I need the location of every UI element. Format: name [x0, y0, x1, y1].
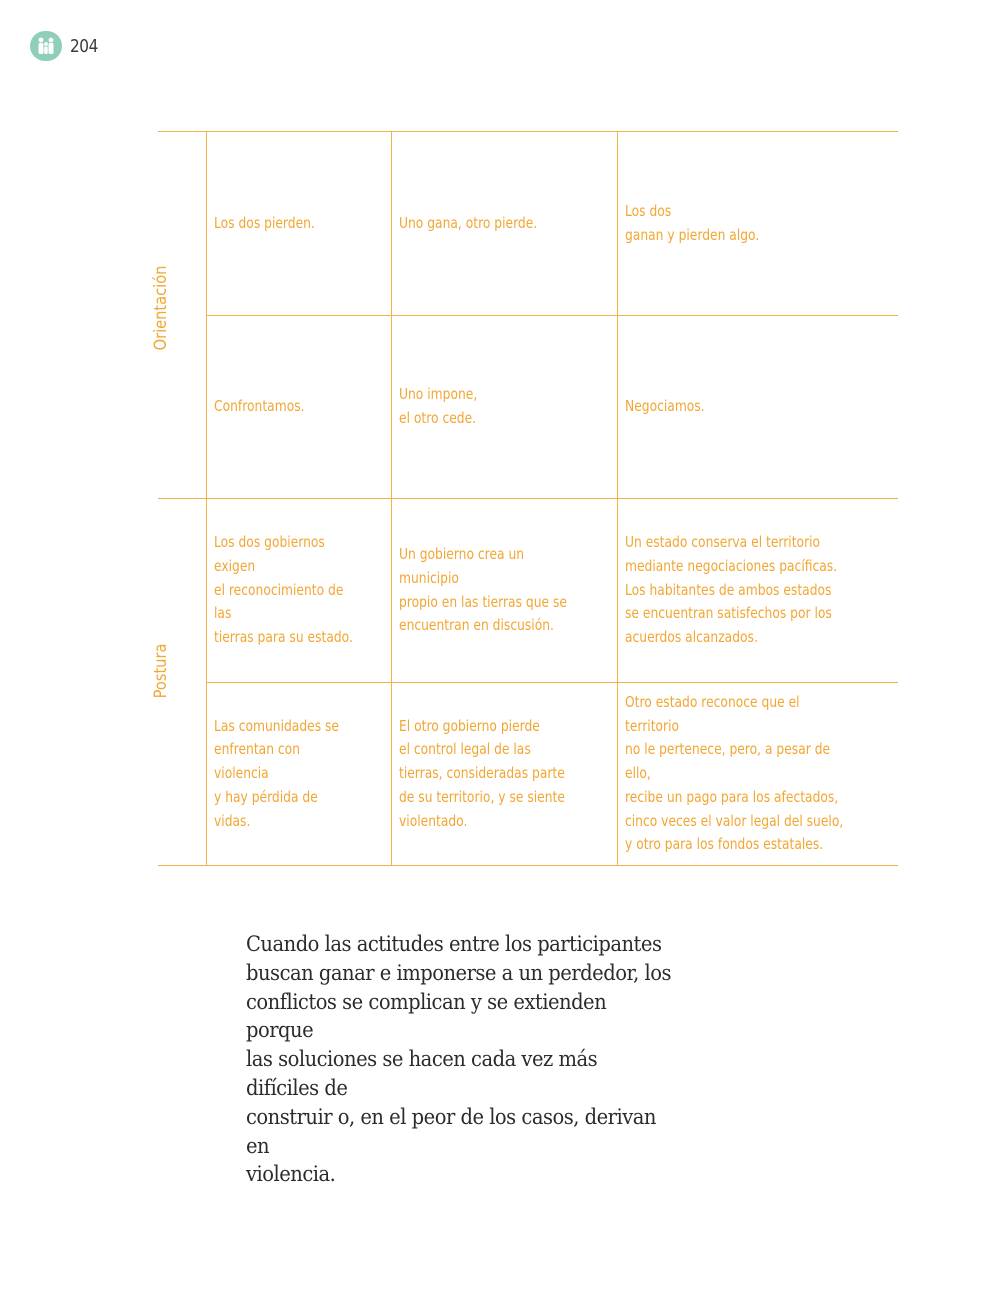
row-group-label: Postura — [151, 643, 171, 699]
table-cell: Un estado conserva el territorio mediante negociaciones pacíficas. Los habitantes de ambos estados se encuentran satisfechos por los acuerdos alcanzados. — [625, 533, 838, 647]
table-cell: Uno gana, otro pierde. — [399, 213, 538, 232]
table-cell: Otro estado reconoce que el territorio no le pertenece, pero, a pesar de ello, recibe un pago para los afectados, cinco veces el valor legal del suelo, y otro para los fondos estatales. — [625, 692, 844, 854]
table-cell: Negociamos. — [625, 397, 705, 416]
page-number: 204 — [70, 35, 98, 57]
table-cell: Confrontamos. — [214, 397, 305, 416]
table-rule — [158, 865, 898, 866]
table-cell: Las comunidades se enfrentan con violencia y hay pérdida de vidas. — [214, 716, 340, 830]
table-cell: Los dos pierden. — [214, 213, 315, 232]
table-cell: Uno impone, el otro cede. — [399, 385, 478, 427]
body-paragraph: Cuando las actitudes entre los participantes buscan ganar e imponerse a un perdedor, los conflictos se complican y se extienden porque las soluciones se hacen cada vez más difíciles de construir o, en el peor de los casos, derivan en violencia. — [246, 932, 672, 1187]
table-cell: Un gobierno crea un municipio propio en las tierras que se encuentran en discusión. — [399, 544, 567, 635]
table-cell: El otro gobierno pierde el control legal de las tierras, consideradas parte de su territorio, y se siente violentado. — [399, 716, 565, 830]
row-group-label: Orientación — [151, 265, 171, 351]
table-cell: Los dos gobiernos exigen el reconocimiento de las tierras para su estado. — [214, 533, 353, 647]
table-cell: Los dos ganan y pierden algo. — [625, 201, 760, 244]
